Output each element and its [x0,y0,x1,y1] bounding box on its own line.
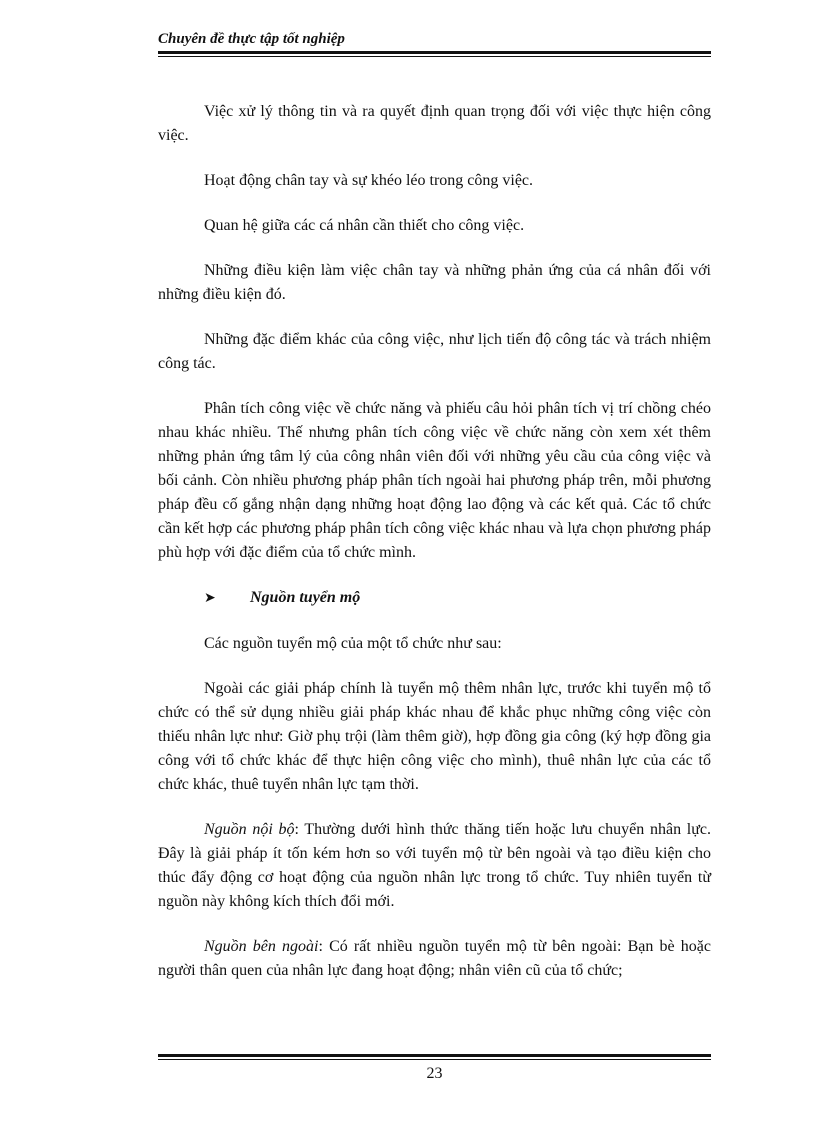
internal-source-label: Nguồn nội bộ [204,821,295,838]
external-source-label: Nguồn bên ngoài [204,938,319,955]
footer-rule-thick [158,1054,711,1057]
section-heading [158,586,711,611]
paragraph-8: Ngoài các giải pháp chính là tuyển mộ thêm nhân lực, trước khi tuyển mộ tổ chức có thể sử dụng nhiều giải pháp khác nhau để khắc phục những công việc còn thiếu nhân lực như: Giờ phụ trội (làm thêm giờ), hợp đồng gia công (ký hợp đồng gia công với tổ chức khác để thực hiện công việc cho mình), thuê nhân lực của các tổ chức khác, thuê tuyển nhân lực tạm thời. [158,680,711,793]
paragraph-7: Các nguồn tuyển mộ của một tổ chức như sau: [204,635,502,652]
header-rule-thick [158,51,711,54]
paragraph-2: Hoạt động chân tay và sự khéo léo trong công việc. [204,172,534,189]
section-heading-text: Nguồn tuyển mộ [250,589,361,606]
paragraph-4: Những điều kiện làm việc chân tay và những phản ứng của cá nhân đối với những điều kiện đó. [158,262,711,303]
page-header [158,30,711,57]
paragraph-6: Phân tích công việc về chức năng và phiếu câu hỏi phân tích vị trí chồng chéo nhau khác nhiều. Thế nhưng phân tích công việc về chức năng còn xem xét thêm những phản ứng tâm lý của công nhân viên đối với những yêu cầu của công việc và bối cảnh. Còn nhiều phương pháp phân tích ngoài hai phương pháp trên, mỗi phương pháp đều cố gắng nhận dạng những hoạt động lao động và các kết quả. Các tổ chức cần kết hợp các phương pháp phân tích công việc khác nhau và lựa chọn phương pháp phù hợp với đặc điểm của tổ chức mình. [158,400,711,561]
page-footer [158,1054,711,1085]
paragraph-5: Những đặc điểm khác của công việc, như lịch tiến độ công tác và trách nhiệm công tác. [158,331,711,372]
page-content [158,100,711,1004]
header-title: Chuyên đề thực tập tốt nghiệp [158,31,345,47]
internal-source-text: : Thường dưới hình thức thăng tiến hoặc lưu chuyển nhân lực. Đây là giải pháp ít tốn kém hơn so với tuyển mộ từ bên ngoài và tạo điều kiện cho thúc đẩy động cơ hoạt động của nguồn nhân lực trong tổ chức. Tuy nhiên tuyển từ nguồn này không kích thích đổi mới. [158,821,711,910]
paragraph-3: Quan hệ giữa các cá nhân cần thiết cho công việc. [204,217,525,234]
arrow-bullet-icon: ➤ [204,591,216,606]
header-rule-thin [158,56,711,57]
page-number: 23 [426,1065,443,1082]
external-source-text: : Có rất nhiều nguồn tuyển mộ từ bên ngoài: Bạn bè hoặc người thân quen của nhân lực đang hoạt động; nhân viên cũ của tổ chức; [158,938,711,979]
paragraph-1: Việc xử lý thông tin và ra quyết định quan trọng đối với việc thực hiện công việc. [158,103,711,144]
footer-rule-thin [158,1059,711,1060]
paragraph-external-source [158,935,711,983]
paragraph-internal-source [158,818,711,914]
